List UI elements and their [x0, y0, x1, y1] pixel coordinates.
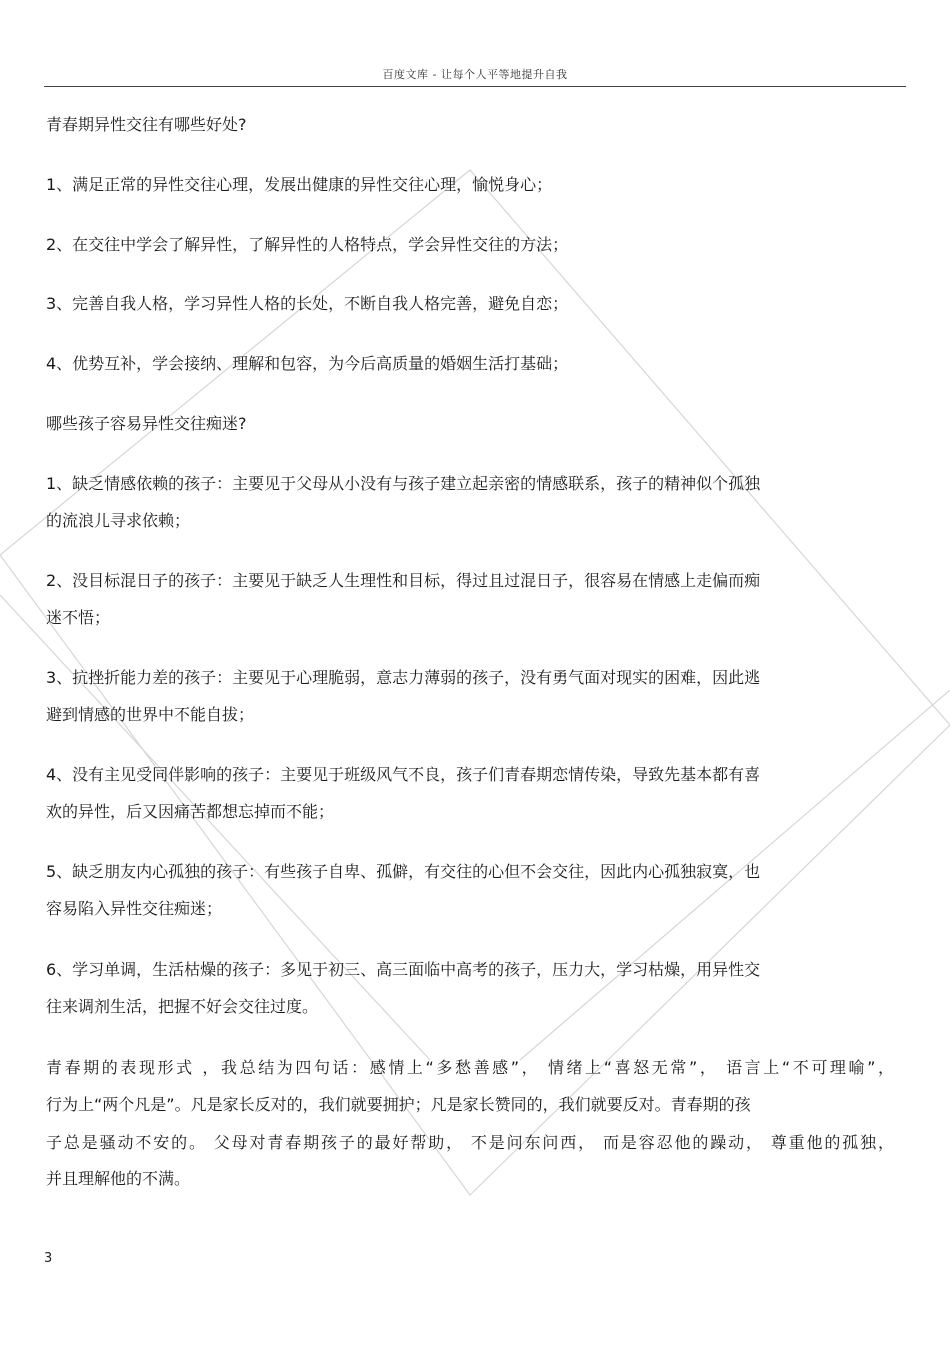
- benefit-item: 1、满足正常的异性交往心理，发展出健康的异性交往心理，愉悦身心；: [46, 175, 553, 194]
- type-item-line: 避到情感的世界中不能自拔；: [46, 705, 255, 724]
- type-item-line: 1、缺乏情感依赖的孩子：主要见于父母从小没有与孩子建立起亲密的情感联系，孩子的精神似个孤独: [46, 474, 761, 493]
- summary-line: 青春期的表现形式 ，我总结为四句话：感情上“多愁善感”， 情绪上“喜怒无常”， 语言上“不可理喻”，: [46, 1058, 894, 1077]
- benefit-item: 4、优势互补，学会接纳、理解和包容，为今后高质量的婚姻生活打基础；: [46, 354, 569, 373]
- summary-line: 子总是骚动不安的。 父母对青春期孩子的最好帮助， 不是问东问西， 而是容忍他的躁动， 尊重他的孤独，: [46, 1133, 894, 1152]
- type-item-line: 4、没有主见受同伴影响的孩子：主要见于班级风气不良，孩子们青春期恋情传染，导致先基本都有喜: [46, 765, 761, 784]
- type-item-line: 容易陷入异性交往痴迷；: [46, 899, 223, 918]
- type-item-line: 往来调剂生活，把握不好会交往过度。: [46, 997, 319, 1016]
- page-number: 3: [44, 1251, 53, 1266]
- heading-benefits: 青春期异性交往有哪些好处?: [46, 115, 247, 134]
- summary-line: 并且理解他的不满。: [46, 1169, 191, 1188]
- type-item-line: 的流浪儿寻求依赖；: [46, 511, 191, 530]
- type-item-line: 欢的异性，后又因痛苦都想忘掉而不能；: [46, 802, 335, 821]
- type-item-line: 2、没目标混日子的孩子：主要见于缺乏人生理性和目标，得过且过混日子，很容易在情感上走偏而痴: [46, 571, 761, 590]
- header-divider: [44, 86, 906, 87]
- page-header: 百度文库 - 让每个人平等地提升自我: [382, 68, 568, 81]
- benefit-item: 2、在交往中学会了解异性，了解异性的人格特点，学会异性交往的方法；: [46, 235, 569, 254]
- benefit-item: 3、完善自我人格，学习异性人格的长处，不断自我人格完善，避免自恋；: [46, 294, 569, 313]
- summary-line: 行为上“两个凡是”。凡是家长反对的，我们就要拥护；凡是家长赞同的，我们就要反对。青春期的孩: [46, 1095, 751, 1114]
- type-item-line: 3、抗挫折能力差的孩子：主要见于心理脆弱，意志力薄弱的孩子，没有勇气面对现实的困难，因此逃: [46, 668, 761, 687]
- type-item-line: 迷不悟；: [46, 608, 111, 627]
- type-item-line: 5、缺乏朋友内心孤独的孩子：有些孩子自卑、孤僻，有交往的心但不会交往，因此内心孤独寂寞，也: [46, 862, 761, 881]
- heading-types: 哪些孩子容易异性交往痴迷?: [46, 414, 247, 433]
- type-item-line: 6、学习单调，生活枯燥的孩子：多见于初三、高三面临中高考的孩子，压力大，学习枯燥，用异性交: [46, 960, 761, 979]
